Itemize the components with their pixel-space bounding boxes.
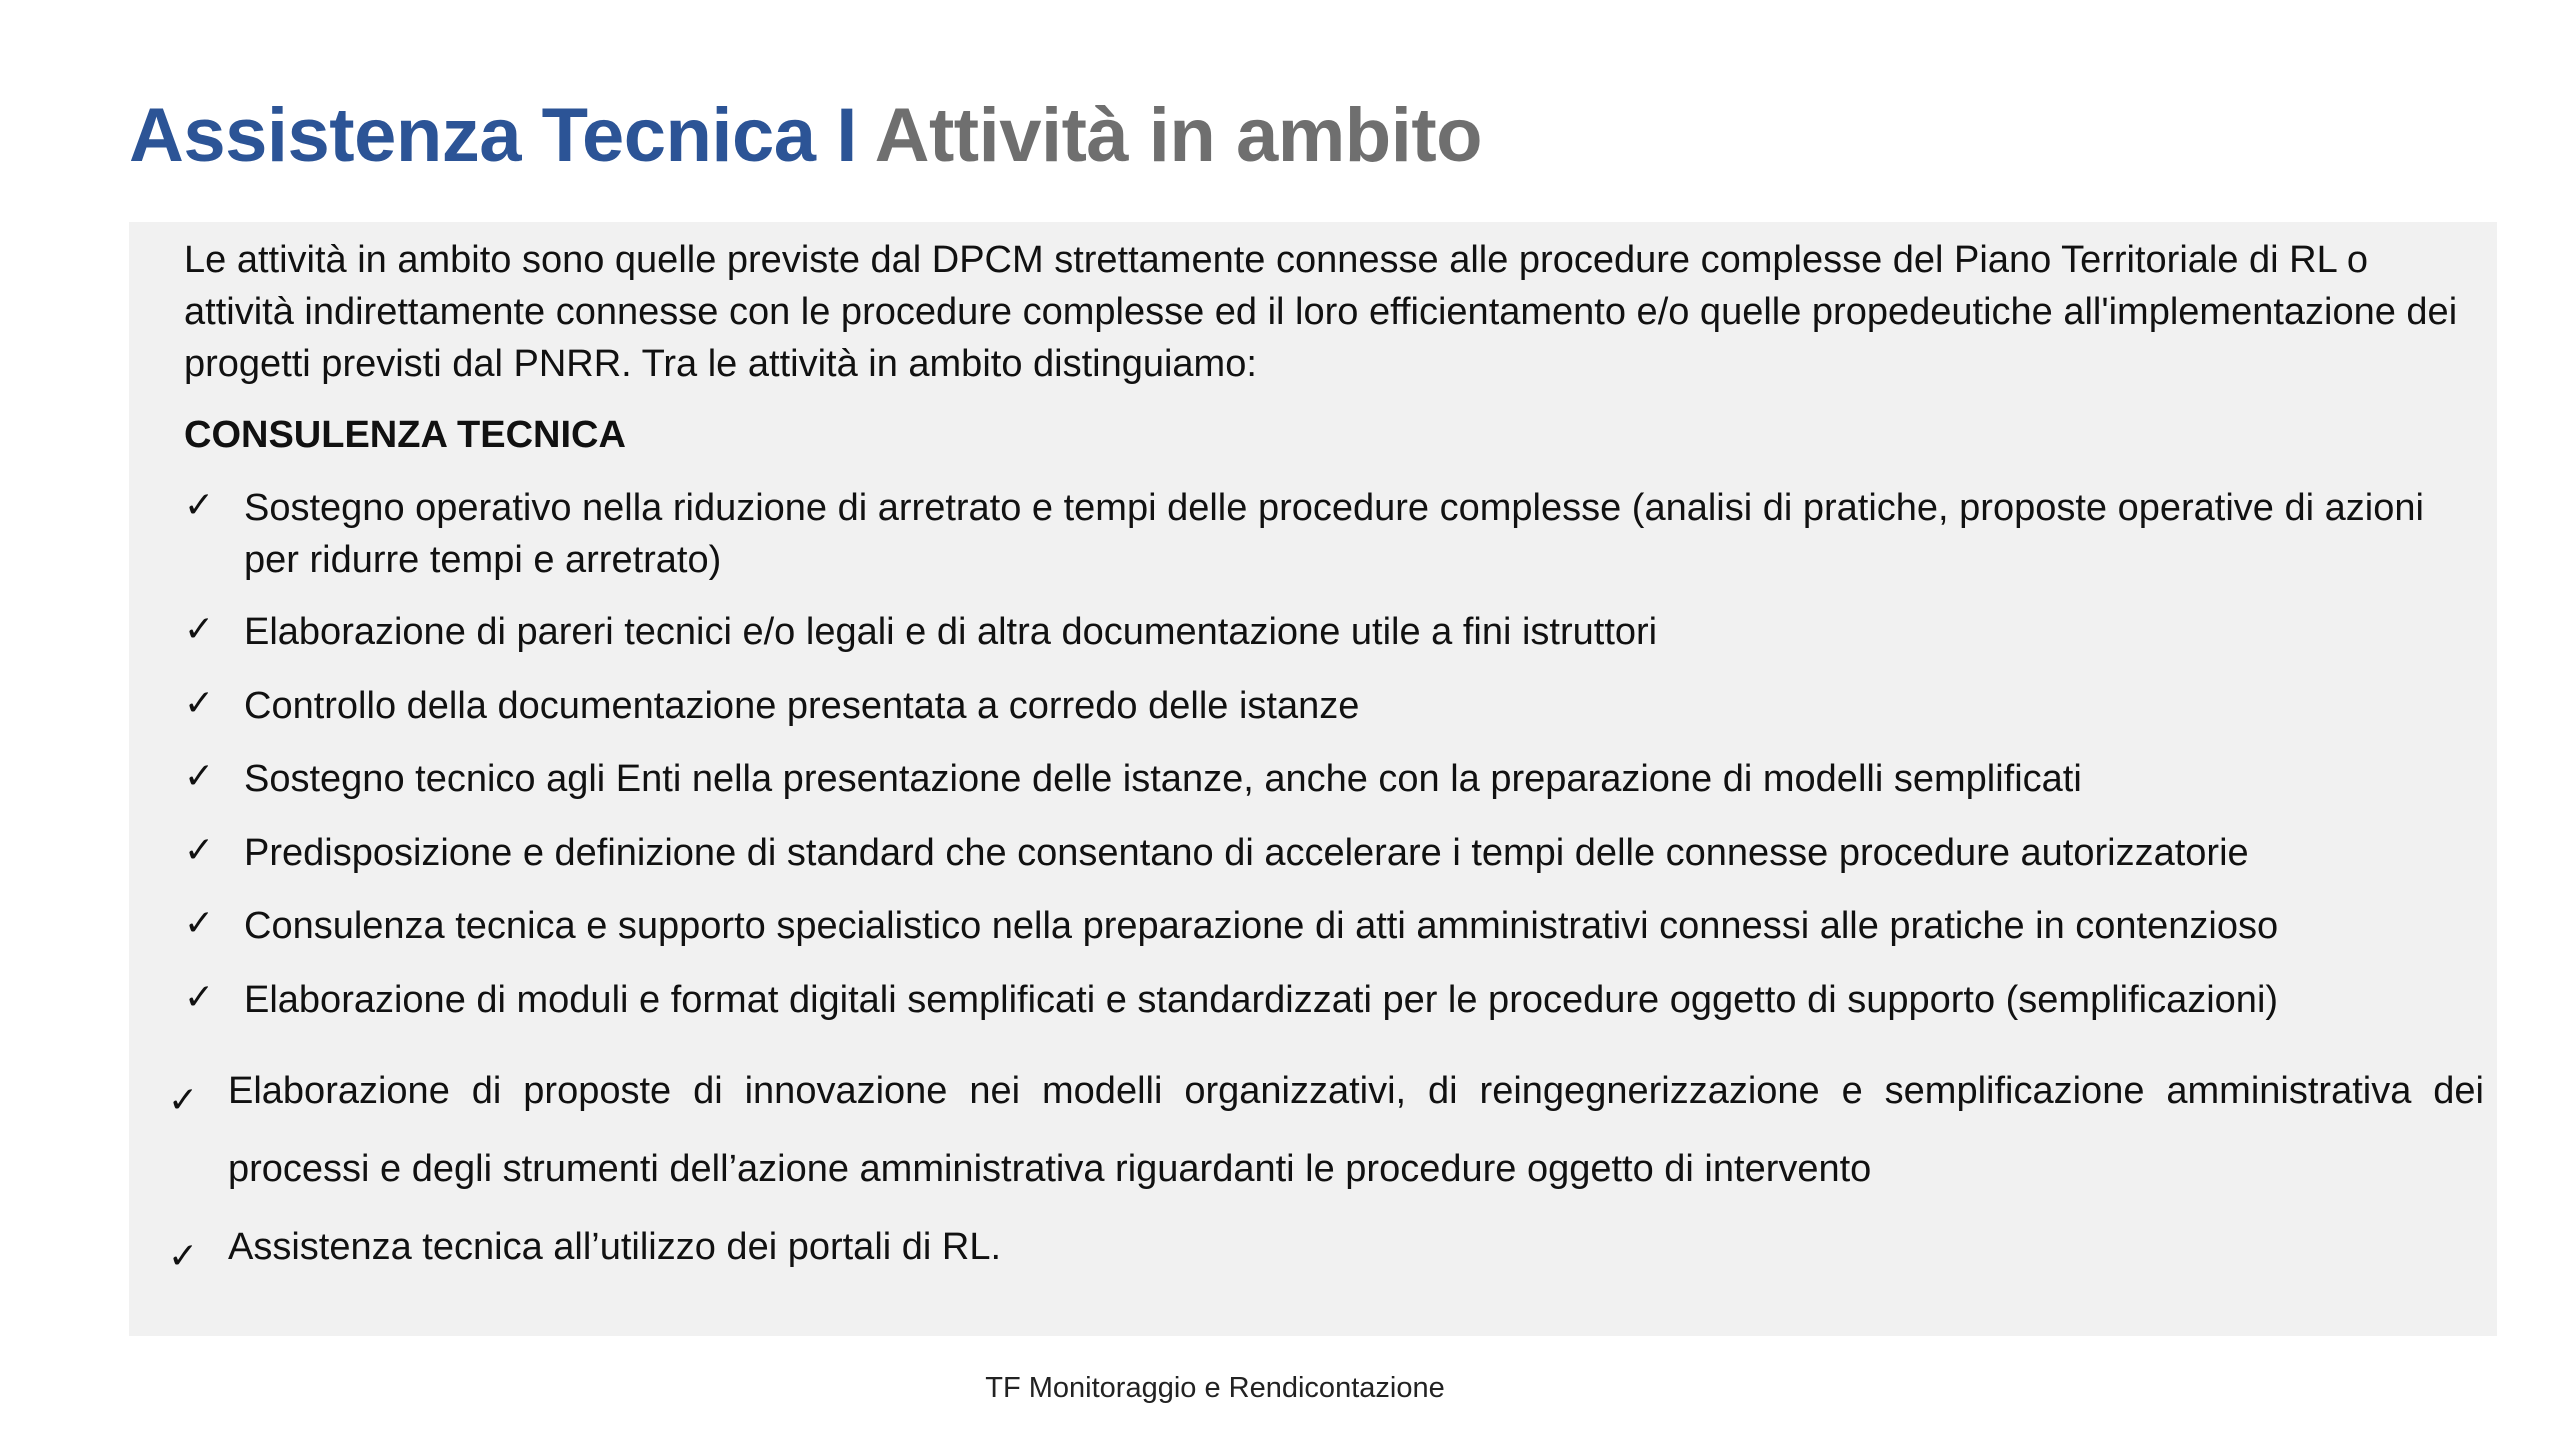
title-main: Assistenza Tecnica I <box>129 93 857 178</box>
checkmark-icon: ✓ <box>184 830 215 871</box>
list-item-text: Elaborazione di pareri tecnici e/o legali e di altra documentazione utile a fini istruttori <box>244 611 1658 653</box>
list-item <box>184 482 2484 586</box>
list-item-text: Sostegno tecnico agli Enti nella presentazione delle istanze, anche con la preparazione di modelli semplificati <box>244 758 2082 800</box>
checkmark-icon: ✓ <box>168 1080 199 1121</box>
list-item <box>184 753 2484 805</box>
list-item <box>184 606 2484 658</box>
list-item <box>184 900 2484 952</box>
list-item <box>184 974 2484 1026</box>
checkmark-icon: ✓ <box>184 903 215 944</box>
list-item <box>184 680 2484 732</box>
list-item-text: Elaborazione di proposte di innovazione nei modelli organizzativi, di reingegnerizzazione e semplificazione amministrativa dei processi e degli strumenti dell’azione amministrativa riguardanti le procedure oggetto di intervento <box>228 1070 2484 1190</box>
checkmark-icon: ✓ <box>184 756 215 797</box>
title-sub: Attività in ambito <box>874 93 1483 178</box>
checkmark-icon: ✓ <box>168 1236 199 1277</box>
slide-footer: TF Monitoraggio e Rendicontazione <box>985 1372 1445 1404</box>
list-item <box>184 827 2484 879</box>
list-item <box>168 1208 2484 1286</box>
list-item-text: Predisposizione e definizione di standard che consentano di accelerare i tempi delle connesse procedure autorizzatorie <box>244 832 2249 874</box>
list-item <box>168 1052 2484 1208</box>
list-item-text: Assistenza tecnica all’utilizzo dei portali di RL. <box>228 1226 1002 1268</box>
checkmark-icon: ✓ <box>184 485 215 526</box>
list-item-text: Controllo della documentazione presentata a corredo delle istanze <box>244 685 1360 727</box>
checkmark-icon: ✓ <box>184 683 215 724</box>
checkmark-icon: ✓ <box>184 977 215 1018</box>
intro-paragraph: Le attività in ambito sono quelle previste dal DPCM strettamente connesse alle procedure complesse del Piano Territoriale di RL o attività indirettamente connesse con le procedure complesse ed il loro efficientamento e/o quelle propedeutiche all'implementazione dei progetti previsti dal PNRR. Tra le attività in ambito distinguiamo: <box>184 239 2458 385</box>
checkmark-icon: ✓ <box>184 609 215 650</box>
list-item-text: Elaborazione di moduli e format digitali semplificati e standardizzati per le procedure oggetto di supporto (semplificazioni) <box>244 979 2279 1021</box>
list-item-text: Sostegno operativo nella riduzione di arretrato e tempi delle procedure complesse (analisi di pratiche, proposte operative di azioni per ridurre tempi e arretrato) <box>244 487 2424 581</box>
slide-title <box>129 88 1482 184</box>
list-item-text: Consulenza tecnica e supporto specialistico nella preparazione di atti amministrativi connessi alle pratiche in contenzioso <box>244 905 2279 947</box>
section-heading: CONSULENZA TECNICA <box>184 414 626 456</box>
